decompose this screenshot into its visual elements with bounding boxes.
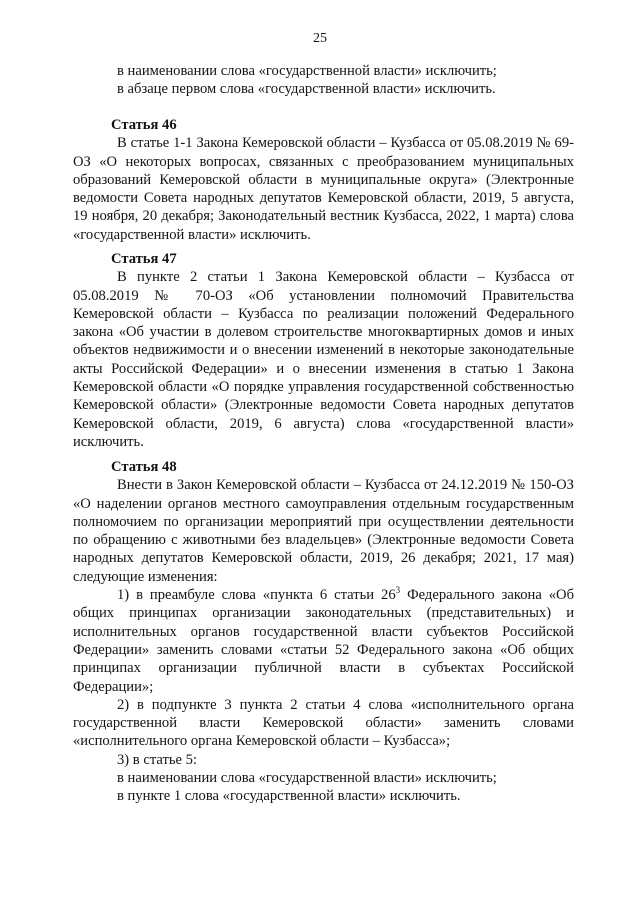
item-1-text-start: 1) в преамбуле слова «пункта 6 статьи 26	[117, 587, 396, 604]
article-48-item-3: 3) в статье 5:	[117, 751, 197, 768]
item-1-superscript: 3	[395, 585, 401, 596]
article-47-text: В пункте 2 статьи 1 Закона Кемеровской области – Кузбасса от 05.08.2019 № 70-ОЗ «Об установлении полномочий Правительства Кемеровской области – Кузбасса по реализации положений Федерального закона «Об участии в долевом строительстве многоквартирных домов и иных объектов недвижимости и о внесении изменений в некоторые законодательные акты Российской Федерации» и о внесении изменения в статью 1 Закона Кемеровской области «О порядке управления государственной собственностью Кемеровской области» (Электронные ведомости Совета народных депутатов Кемеровской области, 2019, 6 августа) слова «государственной власти» исключить.	[73, 269, 574, 450]
article-48-item-2: 2) в подпункте 3 пункта 2 статьи 4 слова «исполнительного органа государственной власти Кемеровской области» заменить словами «исполнительного органа Кемеровской области – Кузбасса»;	[73, 696, 574, 750]
article-46-text: В статье 1-1 Закона Кемеровской области – Кузбасса от 05.08.2019 № 69-ОЗ «О некоторых вопросах, связанных с преобразованием муниципальных образований Кемеровской области в муниципальные округа» (Электронные ведомости Совета народных депутатов Кемеровской области, 2019, 5 августа, 19 ноября, 20 декабря; Законодательный вестник Кузбасса, 2022, 1 марта) слова «государственной власти» исключить.	[73, 135, 574, 243]
intro-line-2: в абзаце первом слова «государственной власти» исключить.	[117, 81, 496, 98]
article-48-text: Внести в Закон Кемеровской области – Кузбасса от 24.12.2019 № 150-ОЗ «О наделении органов местного самоуправления отдельным государственным полномочием по организации мероприятий при осуществлении деятельности по обращению с животными без владельцев» (Электронные ведомости Совета народных депутатов Кемеровской области, 2019, 26 декабря; 2021, 17 мая) следующие изменения:	[73, 477, 574, 585]
article-48-item-3b: в пункте 1 слова «государственной власти» исключить.	[117, 788, 461, 805]
article-46-heading: Статья 46	[111, 117, 177, 133]
page-number: 25	[313, 31, 327, 46]
item-1-text-end: Федерального закона «Об общих принципах организации законодательных (представительных) и исполнительных органов государственной власти субъектов Российской Федерации» заменить словами «статьи 52 Федерального закона «Об общих принципах организации публичной власти в субъектах Российской Федерации»;	[73, 587, 575, 695]
article-48-heading: Статья 48	[111, 459, 177, 475]
article-48-item-3a: в наименовании слова «государственной власти» исключить;	[117, 770, 497, 787]
article-48-item-1	[73, 586, 574, 696]
intro-block	[73, 62, 574, 99]
intro-line-1: в наименовании слова «государственной власти» исключить;	[117, 63, 497, 79]
article-47	[73, 250, 574, 451]
article-47-heading: Статья 47	[111, 251, 177, 267]
article-48	[73, 458, 574, 806]
article-46	[73, 116, 574, 244]
